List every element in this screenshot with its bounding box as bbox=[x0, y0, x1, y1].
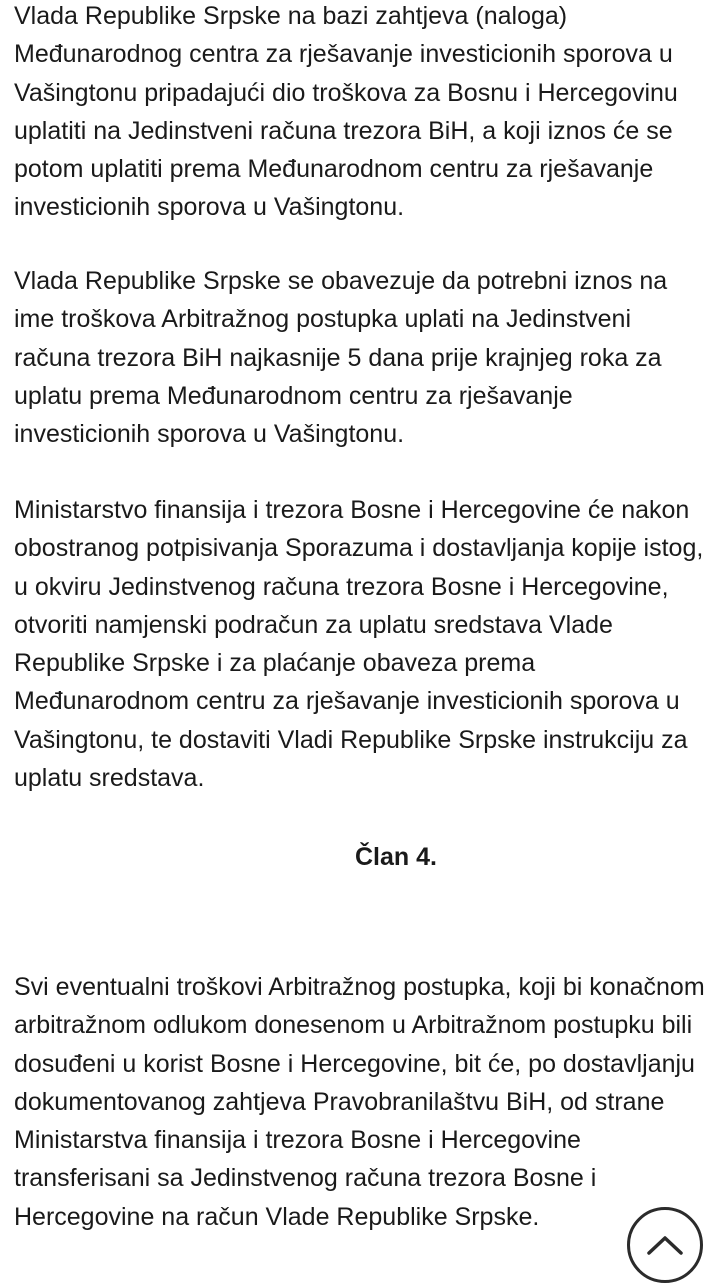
section-heading: Član 4. bbox=[355, 843, 437, 871]
scroll-to-top-button[interactable] bbox=[627, 1207, 703, 1283]
paragraph-2: Vlada Republike Srpske se obavezuje da potrebni iznos na ime troškova Arbitražnog postupka uplati na Jedinstveni računa trezora BiH najkasnije 5 dana prije krajnjeg roka za uplatu prema Međunarodnom centru za rješavanje investicionih sporova u Vašingtonu. bbox=[14, 267, 668, 449]
chevron-up-icon bbox=[645, 1233, 685, 1257]
paragraph-3: Ministarstvo finansija i trezora Bosne i Hercegovine će nakon obostranog potpisivanja Sporazuma i dostavljanja kopije istog, u okviru Jedinstvenog računa trezora Bosne i Hercegovine, otvoriti namjenski podračun za uplatu sredstava Vlade Republike Srpske i za plaćanje obaveza prema Međunarodnom centru za rješavanje investicionih sporova u Vašingtonu, te dostaviti Vladi Republike Srpske instrukciju za uplatu sredstava. bbox=[14, 496, 704, 793]
paragraph-4: Svi eventualni troškovi Arbitražnog postupka, koji bi konačnom arbitražnom odlukom donesenom u Arbitražnom postupku bili dosuđeni u korist Bosne i Hercegovine, bit će, po dostavljanju dokumentovanog zahtjeva Pravobranilaštvu BiH, od strane Ministarstva finansija i trezora Bosne i Hercegovine transferisani sa Jedinstvenog računa trezora Bosne i Hercegovine na račun Vlade Republike Srpske. bbox=[14, 973, 705, 1231]
paragraph-1: Vlada Republike Srpske na bazi zahtjeva (naloga) Međunarodnog centra za rješavanje investicionih sporova u Vašingtonu pripadajući dio troškova za Bosnu i Hercegovinu uplatiti na Jedinstveni računa trezora BiH, a koji iznos će se potom uplatiti prema Međunarodnom centru za rješavanje investicionih sporova u Vašingtonu. bbox=[14, 2, 678, 222]
